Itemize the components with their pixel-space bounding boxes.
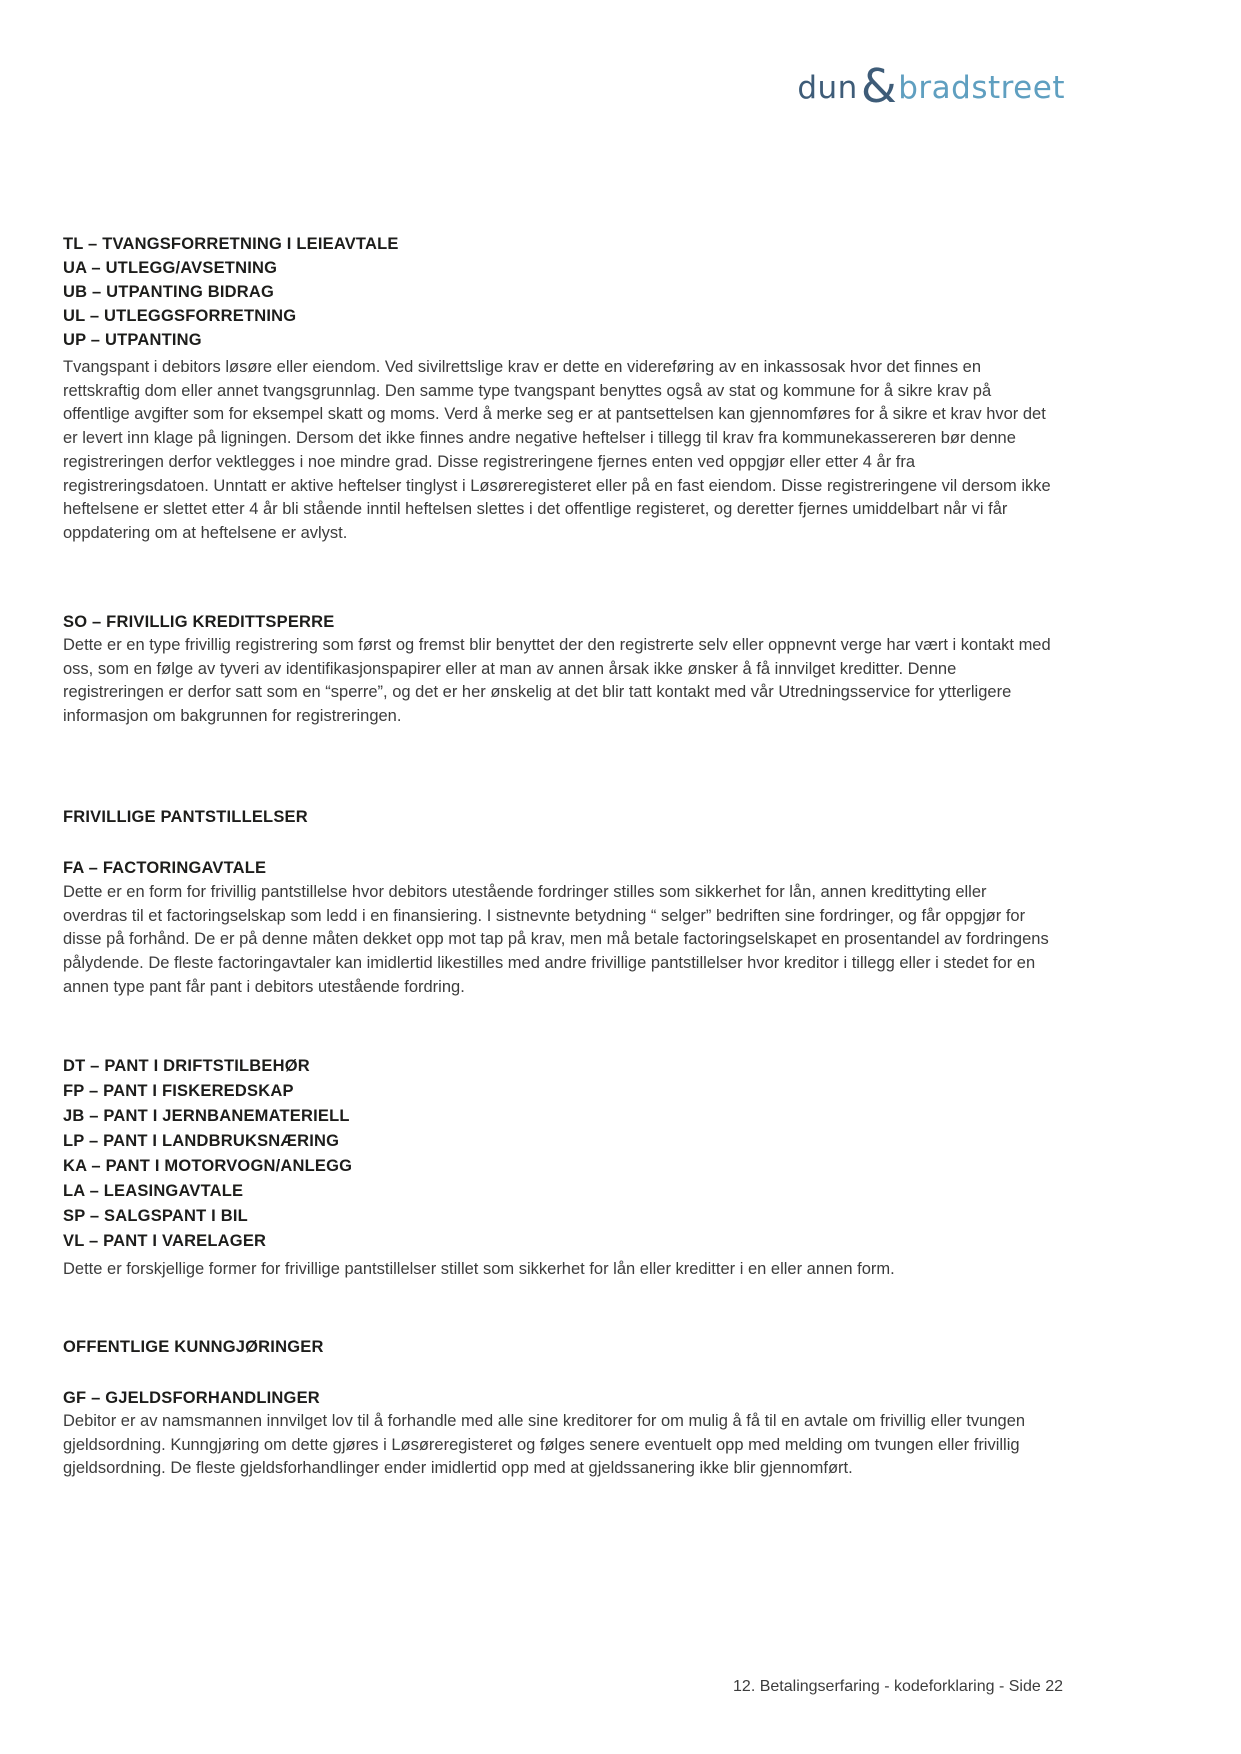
code-list-pant	[63, 1054, 1055, 1254]
code-item: FP – PANT I FISKEREDSKAP	[63, 1082, 294, 1100]
code-list-tvang	[63, 232, 1055, 352]
paragraph-pant: Dette er forskjellige former for frivillige pantstillelser stillet som sikkerhet for lån eller kreditter i en eller annen form.	[63, 1260, 895, 1278]
code-item: DT – PANT I DRIFTSTILBEHØR	[63, 1057, 310, 1075]
code-item: UA – UTLEGG/AVSETNING	[63, 259, 278, 277]
dun-bradstreet-logo: dun & bradstreet	[797, 59, 1065, 113]
paragraph-fa: Dette er en form for frivillig pantstillelse hvor debitors utestående fordringer stilles som sikkerhet for lån, annen kredittyting eller overdras til et factoringselskap som ledd i en finansiering. I sistnevnte betydning “ selger” bedriften sine fordringer, og får oppgjør for disse på forhånd. De er på denne måten dekket opp mot tap på krav, men må betale factoringselskapet en prosentandel av fordringens pålydende. De fleste factoringavtaler kan imidlertid likestilles med andre frivillige pantstillelser hvor kreditor i tillegg eller i stedet for en annen type pant får pant i debitors utestående fordring.	[63, 883, 1049, 996]
code-item: JB – PANT I JERNBANEMATERIELL	[63, 1107, 350, 1125]
code-item: LA – LEASINGAVTALE	[63, 1182, 244, 1200]
code-item: VL – PANT I VARELAGER	[63, 1232, 267, 1250]
logo-text-bradstreet: bradstreet	[898, 70, 1065, 106]
heading-fa: FA – FACTORINGAVTALE	[63, 859, 267, 877]
paragraph-tvangspant: Tvangspant i debitors løsøre eller eiendom. Ved sivilrettslige krav er dette en videreføring av en inkassosak hvor det finnes en rettskraftig dom eller annet tvangsgrunnlag. Den samme type tvangspant benyttes også av stat og kommune for å sikre krav på offentlige avgifter som for eksempel skatt og moms. Verd å merke seg er at pantsettelsen kan gjennomføres for å sikre et krav hvor det er levert inn klage på ligningen. Dersom det ikke finnes andre negative heftelser i tillegg til krav fra kommunekassereren bør denne registreringen derfor vektlegges i noe mindre grad. Disse registreringene fjernes enten ved oppgjør eller etter 4 år fra registreringsdatoen. Unntatt er aktive heftelser tinglyst i Løsøreregisteret eller på en fast eiendom. Disse registreringene vil dersom ikke heftelsene er slettet etter 4 år bli stående inntil heftelsen slettes i det offentlige registeret, og deretter fjernes umiddelbart når vi får oppdatering om at heftelsene er avlyst.	[63, 358, 1051, 542]
code-item: UB – UTPANTING BIDRAG	[63, 283, 275, 301]
section-heading-offentlige-kunngjoringer: OFFENTLIGE KUNNGJØRINGER	[63, 1338, 324, 1356]
section-heading-frivillige-pantstillelser: FRIVILLIGE PANTSTILLELSER	[63, 808, 308, 826]
heading-so: SO – FRIVILLIG KREDITTSPERRE	[63, 613, 335, 631]
logo-text-dun: dun	[797, 70, 858, 106]
page-footer: 12. Betalingserfaring - kodeforklaring - Side 22	[733, 1678, 1063, 1695]
heading-gf: GF – GJELDSFORHANDLINGER	[63, 1389, 320, 1407]
code-item: SP – SALGSPANT I BIL	[63, 1207, 248, 1225]
code-item: LP – PANT I LANDBRUKSNÆRING	[63, 1132, 340, 1150]
paragraph-so: Dette er en type frivillig registrering som først og fremst blir benyttet der den registrerte selv eller oppnevnt verge har vært i kontakt med oss, som en følge av tyveri av identifikasjonspapirer eller at man av annen årsak ikke ønsker å få innvilget kreditter. Denne registreringen er derfor satt som en “sperre”, og det er her ønskelig at det blir tatt kontakt med vår Utredningsservice for ytterligere informasjon om bakgrunnen for registreringen.	[63, 636, 1051, 726]
code-item: TL – TVANGSFORRETNING I LEIEAVTALE	[63, 235, 399, 253]
code-item: UL – UTLEGGSFORRETNING	[63, 307, 297, 325]
paragraph-gf: Debitor er av namsmannen innvilget lov til å forhandle med alle sine kreditorer for om mulig å få til en avtale om frivillig eller tvungen gjeldsordning. Kunngjøring om dette gjøres i Løsøreregisteret og følges senere eventuelt opp med melding om tvungen eller frivillig gjeldsordning. De fleste gjeldsforhandlinger ender imidlertid opp med at gjeldssanering ikke blir gjennomført.	[63, 1412, 1026, 1478]
code-item: KA – PANT I MOTORVOGN/ANLEGG	[63, 1157, 353, 1175]
code-item: UP – UTPANTING	[63, 331, 202, 349]
